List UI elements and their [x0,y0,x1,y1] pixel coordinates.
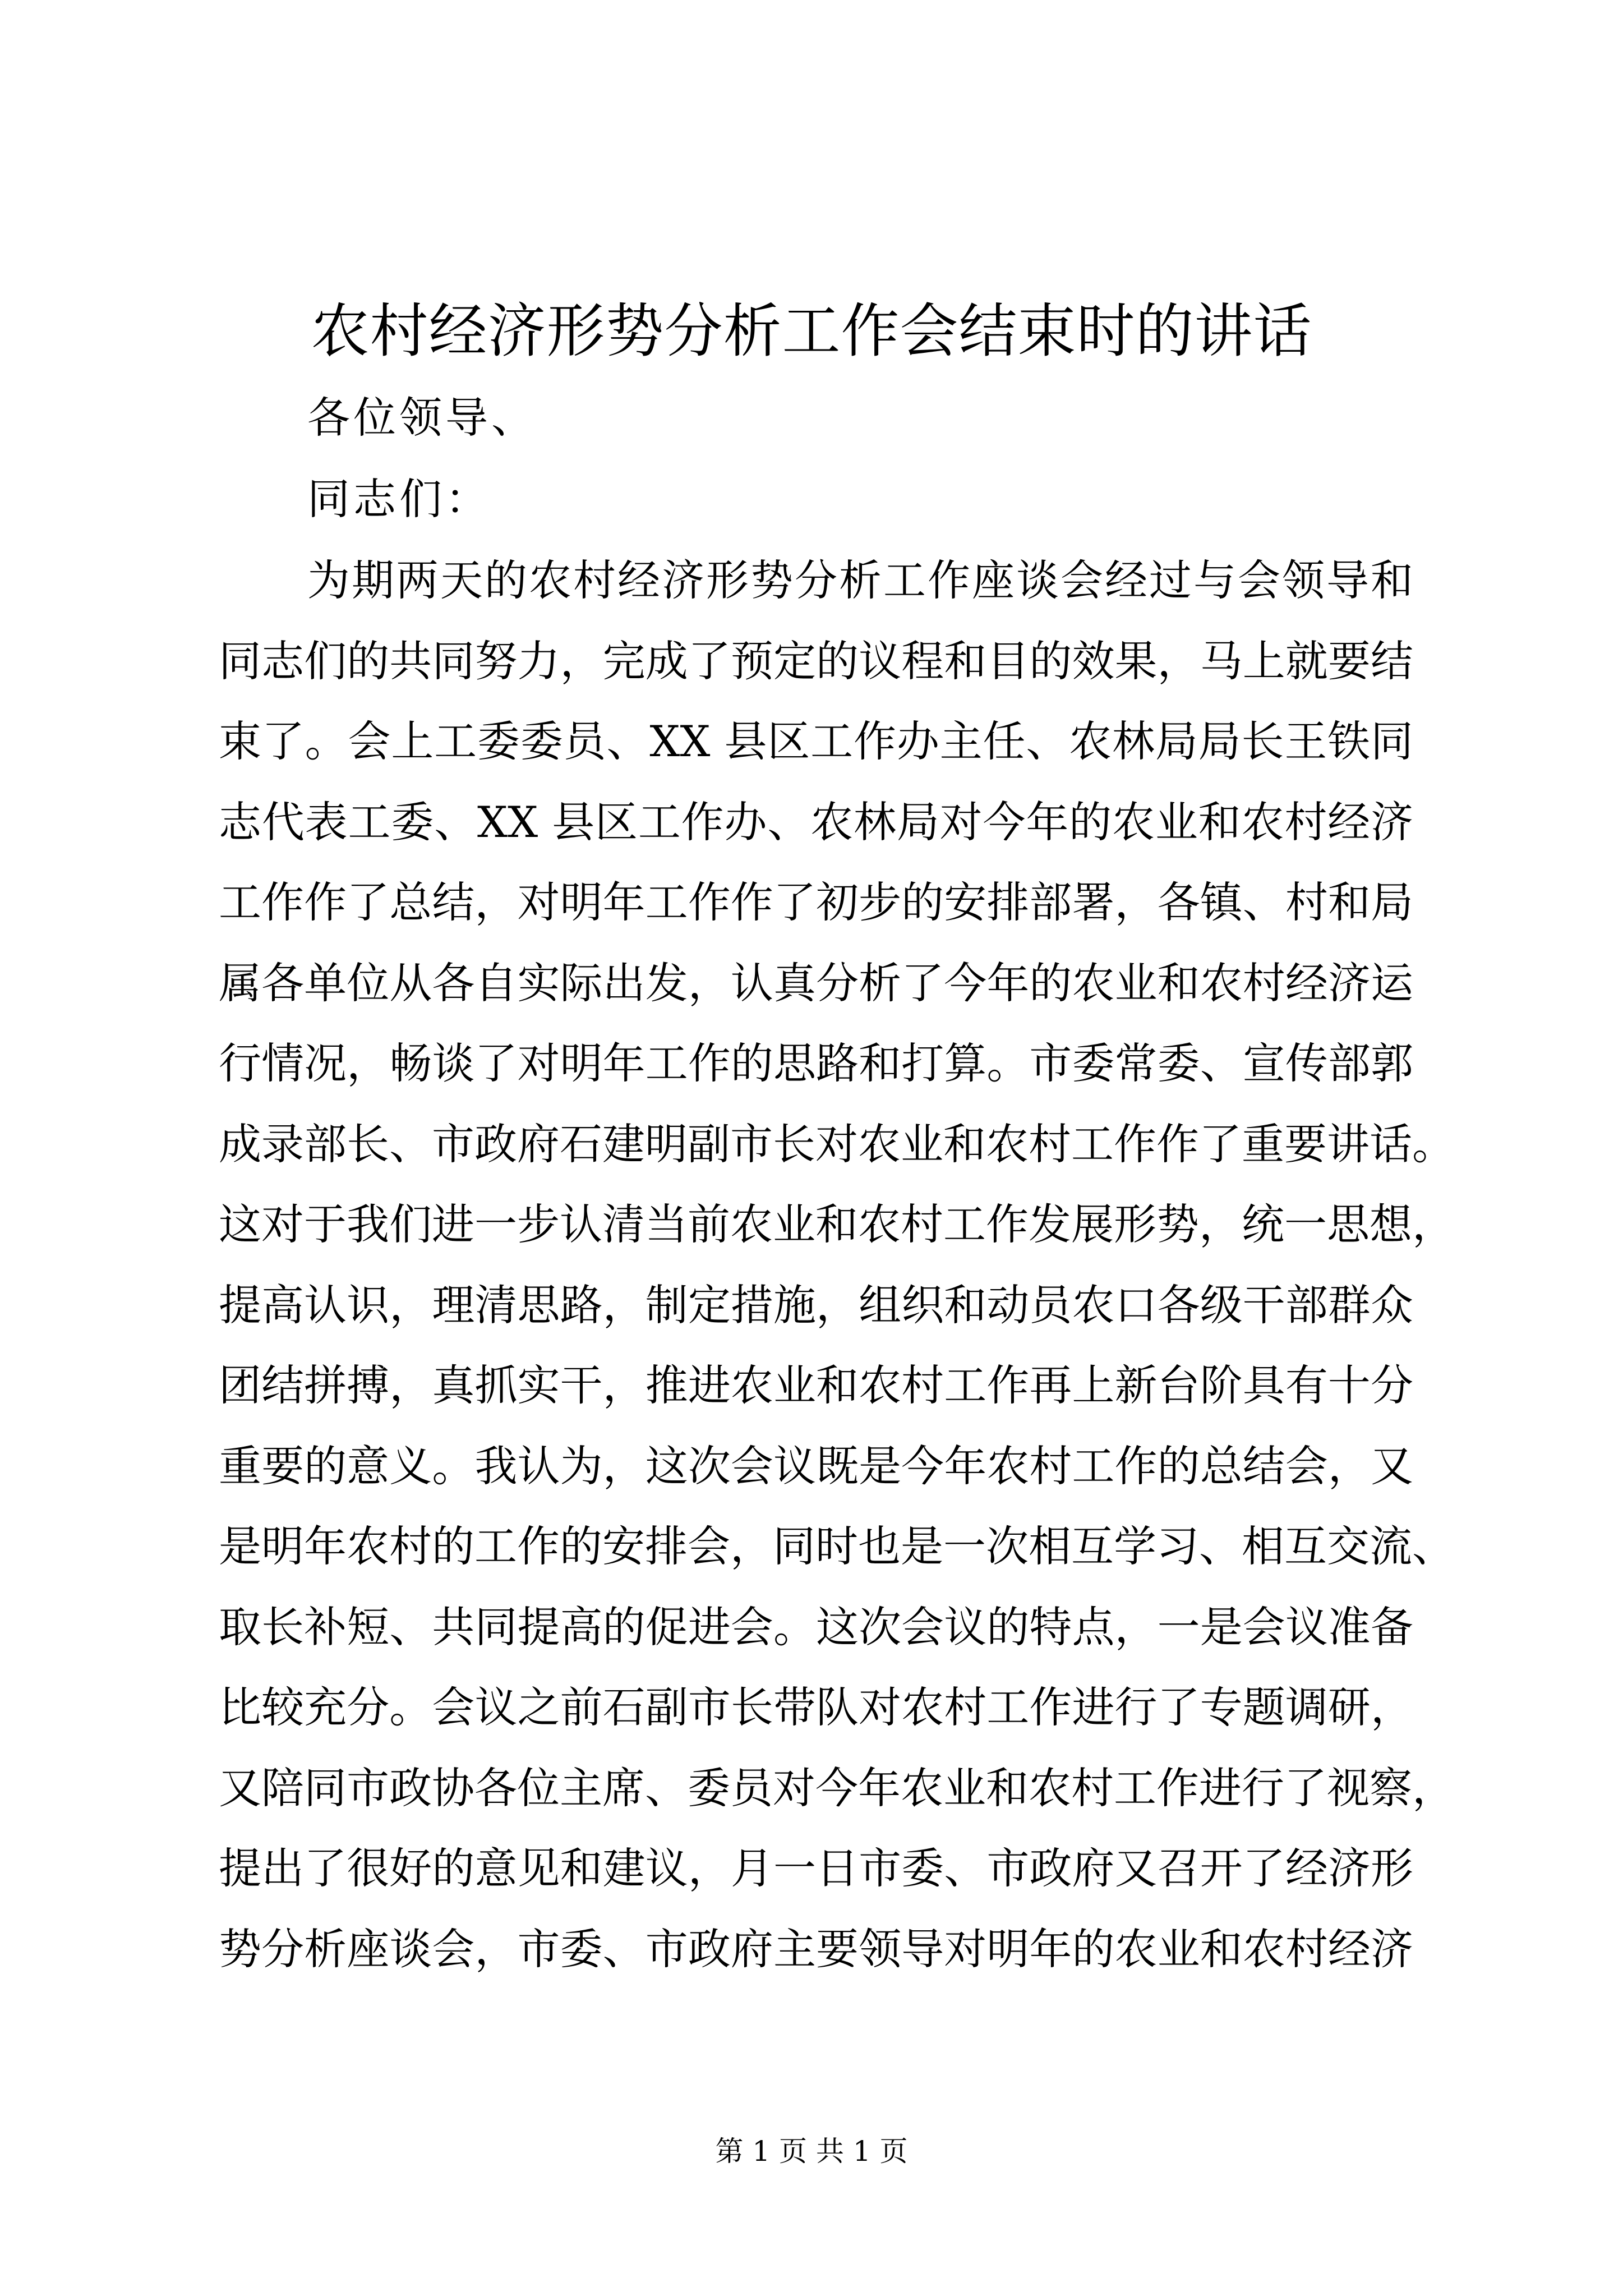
salutation-comrades: 同志们： [307,474,491,524]
body-line: 又陪同市政协各位主席、委员对今年农业和农村工作进行了视察， [219,1763,1455,1813]
body-line: 成录部长、市政府石建明副市长对农业和农村工作作了重要讲话。 [219,1119,1455,1169]
body-line: 工作作了总结，对明年工作作了初步的安排部署，各镇、村和局 [219,877,1413,927]
body-line: 提出了很好的意见和建议，月一日市委、市政府又召开了经济形 [219,1843,1413,1893]
body-line: 束了。会上工委委员、XX 县区工作办主任、农林局局长王铁同 [219,716,1413,766]
body-line: 团结拼搏，真抓实干，推进农业和农村工作再上新台阶具有十分 [219,1360,1413,1410]
body-line: 为期两天的农村经济形势分析工作座谈会经过与会领导和 [307,555,1413,605]
page-number-footer: 第 1 页 共 1 页 [715,2135,908,2168]
body-line: 属各单位从各自实际出发，认真分析了今年的农业和农村经济运 [219,958,1413,1008]
body-line: 比较充分。会议之前石副市长带队对农村工作进行了专题调研， [219,1682,1413,1732]
body-line: 同志们的共同努力，完成了预定的议程和目的效果，马上就要结 [219,636,1413,686]
salutation-leaders: 各位领导、 [307,393,537,443]
document-title: 农村经济形势分析工作会结束时的讲话 [311,297,1312,365]
body-line: 取长补短、共同提高的促进会。这次会议的特点，一是会议准备 [219,1602,1413,1652]
body-line: 行情况，畅谈了对明年工作的思路和打算。市委常委、宣传部郭 [219,1038,1413,1088]
body-line: 志代表工委、XX 县区工作办、农林局对今年的农业和农村经济 [219,797,1413,847]
body-line: 提高认识，理清思路，制定措施，组织和动员农口各级干部群众 [219,1280,1413,1330]
body-paragraph [219,553,1455,2001]
body-line: 是明年农村的工作的安排会，同时也是一次相互学习、相互交流、 [219,1521,1455,1571]
body-line: 势分析座谈会，市委、市政府主要领导对明年的农业和农村经济 [219,1924,1413,1974]
body-line: 重要的意义。我认为，这次会议既是今年农村工作的总结会，又 [219,1441,1413,1491]
body-line: 这对于我们进一步认清当前农业和农村工作发展形势，统一思想， [219,1199,1455,1249]
